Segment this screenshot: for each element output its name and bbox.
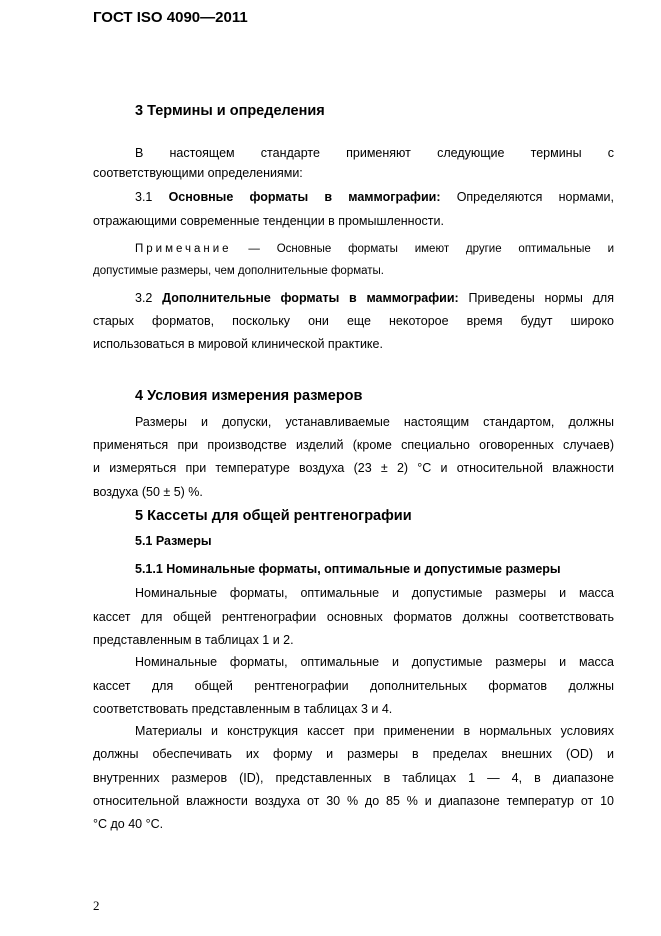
section-4-line-1: Размеры и допуски, устанавливаемые настоящим стандартом, должны (135, 415, 614, 429)
term-3-2-term: Дополнительные форматы в маммографии: (162, 291, 459, 305)
paragraph-1-line-2: кассет для общей рентгенографии основных форматов должны соответствовать (93, 610, 614, 624)
section-4-line-2: применяться при производстве изделий (кроме специально оговоренных случаев) (93, 438, 614, 452)
section-5-heading: 5 Кассеты для общей рентгенографии (135, 508, 412, 524)
term-3-1-term: Основные форматы в маммографии: (168, 190, 441, 204)
note-dash: — (248, 243, 260, 255)
note-line-1 (135, 241, 614, 257)
subsection-5-1-heading: 5.1 Размеры (135, 534, 212, 548)
paragraph-3-line-1: Материалы и конструкция кассет при применении в нормальных условиях (135, 724, 614, 738)
term-3-2-definition-start: Приведены нормы для (468, 291, 614, 305)
section-4-line-4: воздуха (50 ± 5) %. (93, 485, 203, 499)
page-number: 2 (93, 898, 100, 913)
document-code: ГОСТ ISO 4090—2011 (93, 9, 248, 26)
note-line-2: допустимые размеры, чем дополнительные форматы. (93, 265, 384, 277)
paragraph-3-line-4: относительной влажности воздуха от 30 % до 85 % и диапазоне температур от 10 (93, 794, 614, 808)
term-3-1-number: 3.1 (135, 190, 153, 204)
paragraph-1-line-3: представленным в таблицах 1 и 2. (93, 633, 294, 647)
term-3-1-line-1 (135, 189, 614, 205)
term-3-2-line-1 (135, 290, 614, 306)
section-4-line-3: и измеряться при температуре воздуха (23 ± 2) °С и относительной влажности (93, 461, 614, 475)
note-text-start: Основные форматы имеют другие оптимальные и (276, 243, 614, 255)
term-3-2-number: 3.2 (135, 291, 153, 305)
note-label: Примечание (135, 243, 232, 255)
term-3-1-definition-start: Определяются нормами, (456, 190, 614, 204)
section-4-heading: 4 Условия измерения размеров (135, 388, 363, 404)
section-3-intro-line-2: соответствующими определениями: (93, 166, 303, 180)
paragraph-3-line-3: внутренних размеров (ID), представленных в таблицах 1 — 4, в диапазоне (93, 771, 614, 785)
paragraph-1-line-1: Номинальные форматы, оптимальные и допустимые размеры и масса (135, 586, 614, 600)
paragraph-2-line-1: Номинальные форматы, оптимальные и допустимые размеры и масса (135, 655, 614, 669)
paragraph-3-line-2: должны обеспечивать их форму и размеры в пределах внешних (OD) и (93, 747, 614, 761)
paragraph-2-line-3: соответствовать представленным в таблицах 3 и 4. (93, 702, 393, 716)
section-3-intro-line-1: В настоящем стандарте применяют следующие термины с (135, 146, 614, 160)
section-3-heading: 3 Термины и определения (135, 103, 325, 119)
paragraph-2-line-2: кассет для общей рентгенографии дополнительных форматов должны (93, 679, 614, 693)
term-3-1-line-2: отражающими современные тенденции в промышленности. (93, 214, 444, 228)
paragraph-3-line-5: °С до 40 °С. (93, 817, 164, 831)
subsection-5-1-1-heading: 5.1.1 Номинальные форматы, оптимальные и допустимые размеры (135, 562, 561, 576)
term-3-2-line-2: старых форматов, поскольку они еще некоторое время будут широко (93, 314, 614, 328)
term-3-2-line-3: использоваться в мировой клинической практике. (93, 337, 383, 351)
